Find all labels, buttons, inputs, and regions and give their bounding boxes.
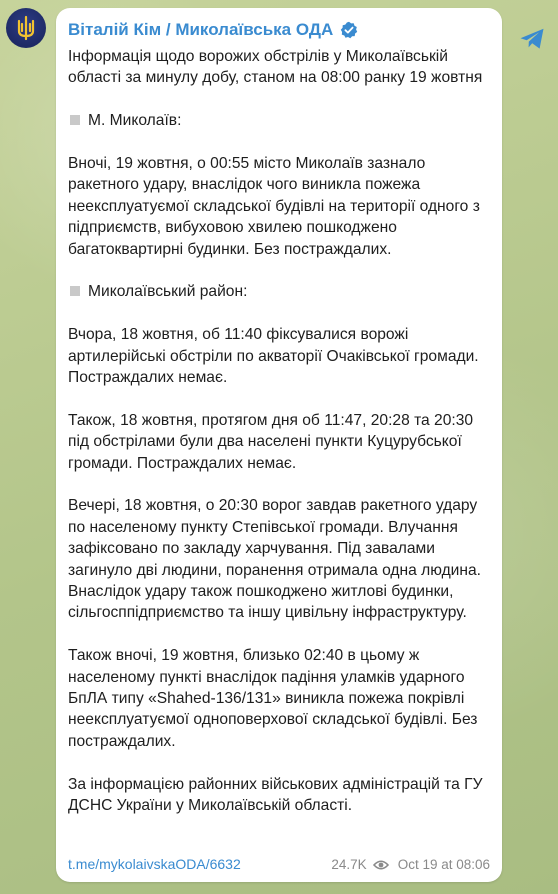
- message-bubble: [56, 8, 502, 882]
- message-paragraph: Вечері, 18 жовтня, о 20:30 ворог завдав ракетного удару по населеному пункту Степівської громади. Влучання зафіксовано по закладу харчування. Під завалами загинуло дві людини, поранення отримала одна людина. Внаслідок удару також пошкоджено житлові будинки, сільгосппідприємство та іншу цивільну інфраструктуру.: [68, 497, 482, 622]
- message-text: [68, 46, 496, 817]
- message-paragraph: Також вночі, 19 жовтня, близько 02:40 в цьому ж населеному пункті внаслідок падіння уламків ударного БпЛА типу «Shahed-136/131» виникла пожежа покрівлі неексплуатуємої одноповерхової складської будівлі. Без постраждалих.: [68, 647, 478, 750]
- square-bullet-icon: [70, 115, 80, 125]
- message-meta: [331, 857, 490, 872]
- channel-header[interactable]: [68, 20, 358, 40]
- timestamp: Oct 19 at 08:06: [397, 857, 490, 872]
- trident-emblem-icon: [11, 13, 41, 43]
- message-paragraph: Вночі, 19 жовтня, о 00:55 місто Миколаїв зазнало ракетного удару, внаслідок чого виникла пожежа неексплуатуємої складської будівлі на території одного з підприємств, вибуховою хвилею пошкоджено багатоквартирні будинки. Без постраждалих.: [68, 155, 480, 258]
- section-heading-district: Миколаївський район:: [68, 281, 496, 302]
- verified-badge-icon: [340, 21, 358, 39]
- share-button[interactable]: [517, 24, 547, 54]
- view-count: 24.7K: [331, 857, 367, 872]
- channel-name[interactable]: Віталій Кім / Миколаївська ОДА: [68, 20, 334, 39]
- message-source: За інформацією районних військових адміністрацій та ГУ ДСНС України у Миколаївській області.: [68, 775, 483, 815]
- square-bullet-icon: [70, 286, 80, 296]
- message-paragraph: Вчора, 18 жовтня, об 11:40 фіксувалися ворожі артилерійські обстріли по акваторії Очаківської громади. Постраждалих немає.: [68, 326, 479, 387]
- post-link[interactable]: t.me/mykolaivskaODA/6632: [68, 856, 241, 872]
- section-heading-mykolaiv: М. Миколаїв:: [68, 110, 496, 131]
- channel-avatar[interactable]: [6, 8, 46, 48]
- telegram-share-icon: [519, 27, 545, 51]
- eye-icon: [373, 859, 389, 871]
- message-paragraph: Також, 18 жовтня, протягом дня об 11:47, 20:28 та 20:30 під обстрілами були два населені пункти Куцурубської громади. Постраждалих немає.: [68, 411, 474, 472]
- message-intro: Інформація щодо ворожих обстрілів у Миколаївській області за минулу добу, станом на 08:00 ранку 19 жовтня: [68, 48, 483, 87]
